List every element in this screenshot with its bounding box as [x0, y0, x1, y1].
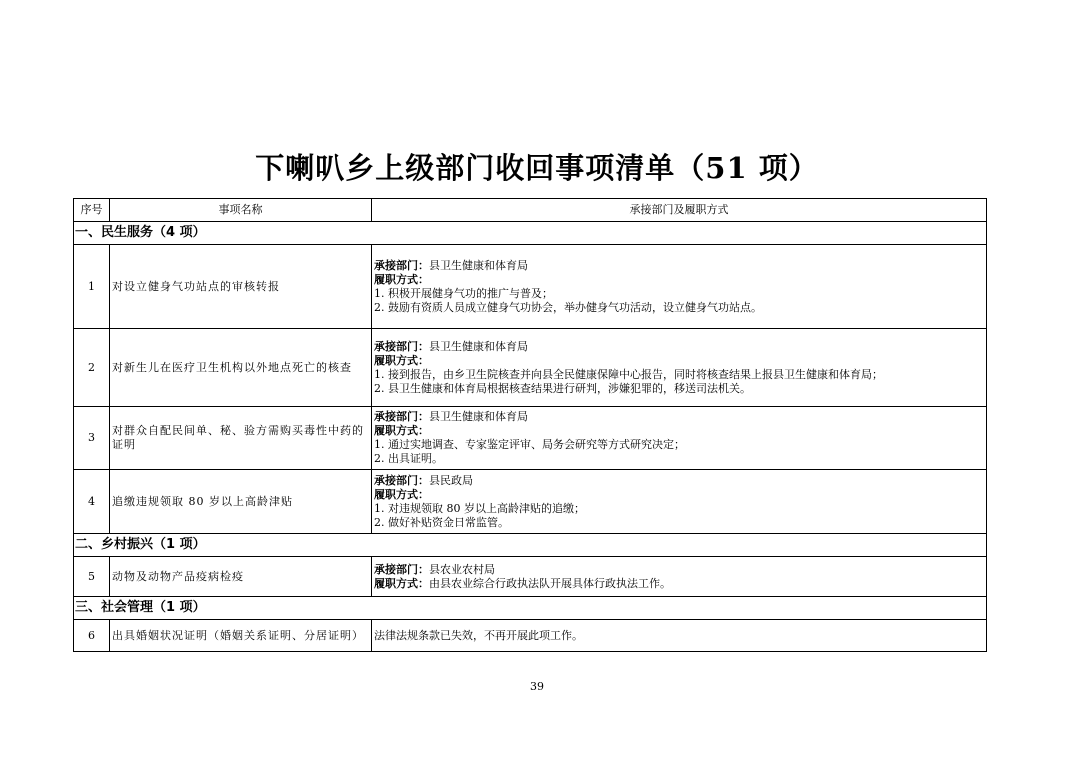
section-title: 三、社会管理（1 项） [74, 597, 987, 620]
row-name: 对新生儿在医疗卫生机构以外地点死亡的核查 [110, 329, 372, 407]
dept-label: 承接部门： [374, 339, 429, 353]
section-row [74, 534, 987, 557]
row-name: 对设立健身气功站点的审核转报 [110, 245, 372, 329]
dept-value: 县卫生健康和体育局 [429, 410, 528, 423]
section-title: 一、民生服务（4 项） [74, 222, 987, 245]
header-name: 事项名称 [110, 199, 372, 222]
row-number: 5 [74, 557, 110, 597]
table-row [74, 557, 987, 597]
row-method [372, 470, 987, 534]
method-label: 履职方式： [374, 487, 429, 501]
method-label: 履职方式： [374, 353, 429, 367]
dept-label: 承接部门： [374, 562, 429, 576]
dept-value: 县民政局 [429, 473, 473, 487]
section-title: 二、乡村振兴（1 项） [74, 534, 987, 557]
row-method [372, 557, 987, 597]
items-table [73, 198, 987, 652]
row-name: 出具婚姻状况证明（婚姻关系证明、分居证明） [110, 620, 372, 652]
method-item: 2. 做好补贴资金日常监管。 [374, 515, 509, 529]
dept-value: 县卫生健康和体育局 [429, 339, 528, 353]
table-row [74, 407, 987, 470]
method-item: 1. 积极开展健身气功的推广与普及； [374, 286, 553, 300]
table-row [74, 620, 987, 652]
row-number: 1 [74, 245, 110, 329]
dept-label: 承接部门： [374, 258, 429, 272]
method-item: 1. 对违规领取 80 岁以上高龄津贴的追缴； [374, 501, 585, 515]
document-title: 下喇叭乡上级部门收回事项清单（51 项） [255, 151, 819, 185]
method-value: 由县农业综合行政执法队开展具体行政执法工作。 [429, 576, 671, 590]
row-method [372, 407, 987, 470]
page-number: 39 [530, 680, 544, 693]
row-name: 对群众自配民间单、秘、验方需购买毒性中药的证明 [110, 407, 372, 470]
method-label: 履职方式： [374, 272, 429, 286]
row-method [372, 329, 987, 407]
row-number: 2 [74, 329, 110, 407]
method-item: 2. 县卫生健康和体育局根据核查结果进行研判，涉嫌犯罪的，移送司法机关。 [374, 381, 751, 395]
method-item: 2. 鼓励有资质人员成立健身气功协会，举办健身气功活动，设立健身气功站点。 [374, 300, 762, 314]
dept-label: 承接部门： [374, 473, 429, 487]
section-row [74, 222, 987, 245]
row-number: 6 [74, 620, 110, 652]
table-header-row [74, 199, 987, 222]
table-row [74, 470, 987, 534]
row-number: 3 [74, 407, 110, 470]
dept-value: 县农业农村局 [429, 562, 495, 576]
table-row [74, 329, 987, 407]
row-number: 4 [74, 470, 110, 534]
header-method: 承接部门及履职方式 [372, 199, 987, 222]
header-no: 序号 [74, 199, 110, 222]
dept-label: 承接部门： [374, 410, 429, 423]
method-item: 1. 通过实地调查、专家鉴定评审、局务会研究等方式研究决定； [374, 438, 685, 451]
row-name: 追缴违规领取 80 岁以上高龄津贴 [110, 470, 372, 534]
row-note: 法律法规条款已失效，不再开展此项工作。 [374, 628, 583, 642]
method-item: 2. 出具证明。 [374, 452, 443, 465]
row-method [372, 245, 987, 329]
method-item: 1. 接到报告，由乡卫生院核查并向县全民健康保障中心报告，同时将核查结果上报县卫生健康和体育局； [374, 367, 883, 381]
table-row [74, 245, 987, 329]
row-name: 动物及动物产品疫病检疫 [110, 557, 372, 597]
section-row [74, 597, 987, 620]
method-label: 履职方式： [374, 576, 429, 590]
method-label: 履职方式： [374, 424, 429, 437]
row-method [372, 620, 987, 652]
dept-value: 县卫生健康和体育局 [429, 258, 528, 272]
